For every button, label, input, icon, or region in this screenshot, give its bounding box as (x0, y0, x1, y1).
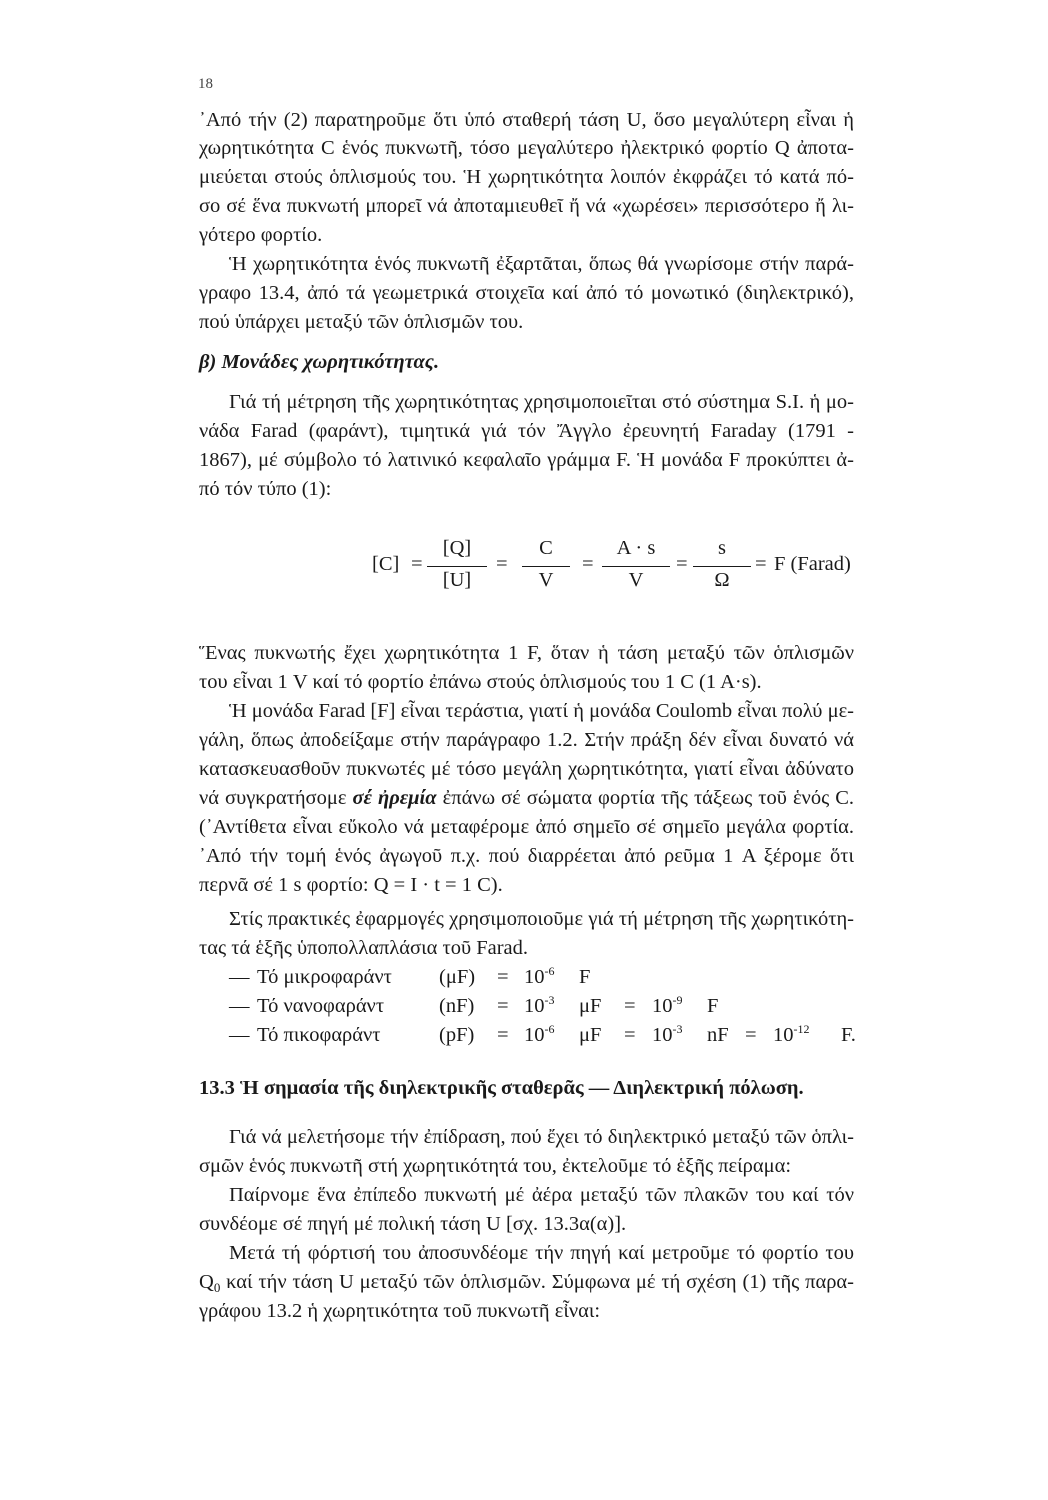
formula-rhs: F (Farad) (774, 553, 851, 575)
equals: = (497, 966, 509, 988)
equals: = (624, 1024, 636, 1046)
power-of-ten: $10^{-3}$ (524, 993, 555, 1017)
text-line: κατασκευασθοῦν πυκνωτές μέ τόσο μεγάλη χωρητικότητα, γιατί εἶναι ἀδύνατο (199, 758, 854, 780)
text-line: 1867), μέ σύμβολο τό λατινικό κεφαλαῖο γράμμα F. Ἡ μονάδα F προκύπτει ἀ- (199, 449, 854, 471)
emphasis-text: σέ ἠρεμία (352, 787, 437, 809)
power-of-ten: $10^{-12}$ (773, 1022, 810, 1046)
fraction-s-over-ohm (693, 537, 751, 601)
fraction-bar (427, 566, 487, 567)
unit-abbr: (μF) (439, 966, 476, 988)
fraction-numerator: A · s (616, 537, 656, 559)
fraction-denominator: V (628, 569, 644, 591)
text-line: τας τά ἑξῆς ὑποπολλαπλάσια τοῦ Farad. (199, 937, 529, 959)
unit-row-pico (229, 1022, 856, 1048)
equals: = (745, 1024, 757, 1046)
text-line: πό τόν τύπο (1): (199, 478, 332, 500)
charge-symbol: Q (199, 1271, 214, 1293)
text-line: Ἡ χωρητικότητα ἑνός πυκνωτῆ ἐξαρτᾶται, ὅπως θά γνωρίσομε στήν παρά- (229, 253, 854, 275)
text-line: γότερο φορτίο. (199, 224, 323, 246)
dash: — (229, 966, 250, 988)
text-line: Ἕνας πυκνωτής ἔχει χωρητικότητα 1 F, ὅταν ἡ τάση μεταξύ τῶν ὁπλισμῶν (199, 642, 854, 664)
text-run: ἐπάνω σέ σώματα φορτία τῆς τάξεως τοῦ ἑνός C. (436, 787, 855, 809)
text-line: χωρητικότητα C ἑνός πυκνωτῆ, τόσο μεγαλύτερο ἠλεκτρικό φορτίο Q ἀποτα- (199, 137, 854, 159)
unit-symbol: μF (579, 995, 602, 1017)
unit-symbol: F (707, 995, 719, 1017)
unit-symbol: μF (579, 1024, 602, 1046)
fraction-bar (522, 566, 570, 567)
unit-name: Τό πικοφαράντ (257, 1024, 381, 1046)
text-line: γάλη, ὅπως ἀποδείξαμε στήν παράγραφο 1.2. Στήν πράξη δέν εἶναι δυνατό νά (199, 729, 854, 751)
text-line (199, 785, 854, 811)
text-line: συνδέομε σέ πηγή μέ πολική τάση U [σχ. 13.3α(α)]. (199, 1213, 627, 1235)
text-line: πού ὑπάρχει μεταξύ τῶν ὁπλισμῶν του. (199, 311, 524, 333)
unit-symbol: F. (841, 1024, 856, 1046)
power-of-ten: $10^{-3}$ (652, 1022, 683, 1046)
unit-abbr: (nF) (439, 995, 475, 1017)
text-line: Παίρνομε ἕνα ἐπίπεδο πυκνωτή μέ ἀέρα μεταξύ τῶν πλακῶν του καί τόν (229, 1184, 854, 1206)
unit-row-micro (229, 964, 591, 990)
formula-equals: = (676, 553, 688, 575)
fraction-numerator: C (539, 537, 553, 559)
power-of-ten: $10^{-9}$ (652, 993, 683, 1017)
text-line: Γιά τή μέτρηση τῆς χωρητικότητας χρησιμοποιεῖται στό σύστημα S.I. ἡ μο- (229, 391, 854, 413)
text-line: σο σέ ἕνα πυκνωτή μπορεῖ νά ἀποταμιευθεῖ ἤ νά «χωρέσει» περισσότερο ἤ λι- (199, 195, 854, 217)
section-heading: 13.3 Ἡ σημασία τῆς διηλεκτρικῆς σταθερᾶς — Διηλεκτρική πόλωση. (199, 1077, 804, 1099)
dash: — (229, 995, 250, 1017)
text-line: περνᾶ σέ 1 s φορτίο: Q = I · t = 1 C). (199, 874, 503, 896)
text-line: Στίς πρακτικές ἐφαρμογές χρησιμοποιοῦμε γιά τή μέτρηση τῆς χωρητικότη- (229, 908, 854, 930)
text-line: ᾽Από τήν τομή ἑνός ἀγωγοῦ π.χ. πού διαρρέεται ἀπό ρεῦμα 1 A ξέρομε ὅτι (199, 845, 854, 867)
formula-equals: = (582, 553, 594, 575)
power-of-ten: $10^{-6}$ (524, 964, 555, 988)
subheading: β) Μονάδες χωρητικότητας. (199, 351, 440, 373)
text-line: του εἶναι 1 V καί τό φορτίο ἐπάνω στούς ὁπλισμούς του 1 C (1 A·s). (199, 671, 762, 693)
fraction-numerator: [Q] (442, 537, 472, 559)
text-line: γραφο 13.4, ἀπό τά γεωμετρικά στοιχεῖα καί ἀπό τό μονωτικό (διηλεκτρικό), (199, 282, 854, 304)
text-line: Μετά τή φόρτισή του ἀποσυνδέομε τήν πηγή καί μετροῦμε τό φορτίο του (229, 1242, 854, 1264)
text-line: μιεύεται στούς ὁπλισμούς του. Ἡ χωρητικότητα λοιπόν ἐκφράζει τό κατά πό- (199, 166, 854, 188)
formula-equals: = (755, 553, 767, 575)
charge-subscript: 0 (213, 1280, 221, 1295)
formula-lhs: [C] (372, 553, 400, 575)
text-line: ᾽Από τήν (2) παρατηροῦμε ὅτι ὑπό σταθερή τάση U, ὅσο μεγαλύτερη εἶναι ἡ (199, 109, 854, 131)
unit-name: Τό μικροφαράντ (257, 966, 392, 988)
text-line: Γιά νά μελετήσομε τήν ἐπίδραση, πού ἔχει τό διηλεκτρικό μεταξύ τῶν ὁπλι- (229, 1126, 854, 1148)
text-line: γράφου 13.2 ἡ χωρητικότητα τοῦ πυκνωτῆ εἶναι: (199, 1300, 601, 1322)
fraction-bar (602, 566, 670, 567)
fraction-numerator: s (718, 537, 726, 559)
equals: = (497, 1024, 509, 1046)
fraction-c-over-v (522, 537, 570, 601)
unit-row-nano (229, 993, 719, 1019)
page-number: 18 (198, 76, 213, 92)
unit-name: Τό νανοφαράντ (257, 995, 385, 1017)
formula-equals: = (496, 553, 508, 575)
text-line: Ἡ μονάδα Farad [F] εἶναι τεράστια, γιατί ἡ μονάδα Coulomb εἶναι πολύ με- (229, 700, 854, 722)
fraction-as-over-v (602, 537, 670, 601)
text-line (199, 1269, 854, 1295)
unit-symbol: F (579, 966, 591, 988)
unit-symbol: nF (707, 1024, 729, 1046)
formula-equals: = (411, 553, 423, 575)
equals: = (624, 995, 636, 1017)
fraction-q-over-u (427, 537, 487, 601)
fraction-denominator: V (538, 569, 554, 591)
power-of-ten: $10^{-6}$ (524, 1022, 555, 1046)
text-line: σμῶν ἑνός πυκνωτῆ στή χωρητικότητά του, ἐκτελοῦμε τό ἑξῆς πείραμα: (199, 1155, 792, 1177)
text-line: (᾽Αντίθετα εἶναι εὔκολο νά μεταφέρομε ἀπό σημεῖο σέ σημεῖο μεγάλα φορτία. (199, 816, 854, 838)
text-run: νά συγκρατήσομε (199, 787, 353, 809)
text-line: νάδα Farad (φαράντ), τιμητικά γιά τόν Ἄγγλο ἐρευνητή Faraday (1791 - (199, 420, 854, 442)
fraction-denominator: Ω (714, 569, 730, 591)
unit-abbr: (pF) (439, 1024, 475, 1046)
equals: = (497, 995, 509, 1017)
text-run: καί τήν τάση U μεταξύ τῶν ὁπλισμῶν. Σύμφωνα μέ τή σχέση (1) τῆς παρα- (220, 1271, 854, 1293)
fraction-bar (693, 566, 751, 567)
dash: — (229, 1024, 250, 1046)
fraction-denominator: [U] (442, 569, 472, 591)
